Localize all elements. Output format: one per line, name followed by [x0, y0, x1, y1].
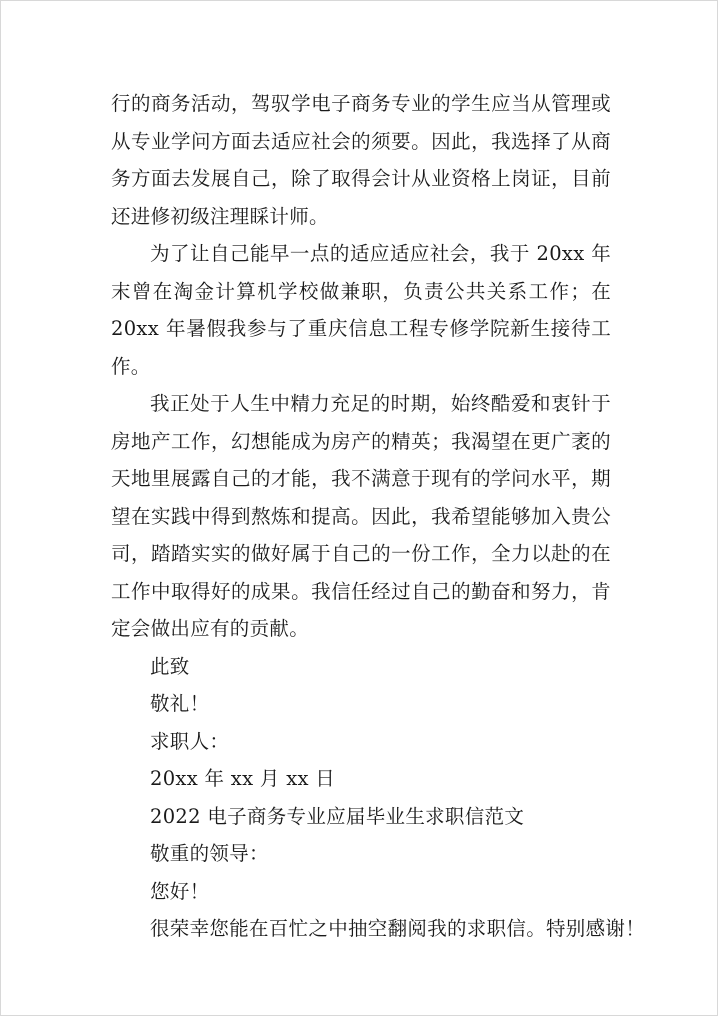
closing-salutation: 此致: [150, 654, 190, 678]
section-title: 2022 电子商务专业应届毕业生求职信范文: [150, 804, 525, 828]
greeting-hello: 您好！: [150, 879, 210, 903]
applicant-label: 求职人：: [150, 729, 230, 753]
greeting-addressee: 敬重的领导：: [150, 842, 269, 865]
letter-date: 20xx 年 xx 月 xx 日: [150, 767, 336, 790]
paragraph-2: 为了让自己能早一点的适应适应社会，我于 20xx 年末曾在淘金计算机学校做兼职，负责公共关系工作；在 20xx 年暑假我参与了重庆信息工程专修学院新生接待工作。: [111, 242, 611, 378]
opening-sentence: 很荣幸您能在百忙之中抽空翻阅我的求职信。特别感谢！: [150, 917, 646, 940]
closing-regards: 敬礼！: [150, 692, 210, 715]
paragraph-1: 行的商务活动，驾驭学电子商务专业的学生应当从管理或从专业学问方面去适应社会的须要。因此，我选择了从商务方面去发展自己，除了取得会计从业资格上岗证，目前还进修初级注理睬计师。: [111, 92, 611, 228]
letter-body: [111, 85, 646, 948]
paragraph-3: 我正处于人生中精力充足的时期，始终酷爱和衷针于房地产工作，幻想能成为房产的精英；我渴望在更广袤的天地里展露自己的才能，我不满意于现有的学问水平，期望在实践中得到熬炼和提高。因此，我希望能够加入贵公司，踏踏实实的做好属于自己的一份工作，全力以赴的在工作中取得好的成果。我信任经过自己的勤奋和努力，肯定会做出应有的贡献。: [111, 392, 611, 640]
